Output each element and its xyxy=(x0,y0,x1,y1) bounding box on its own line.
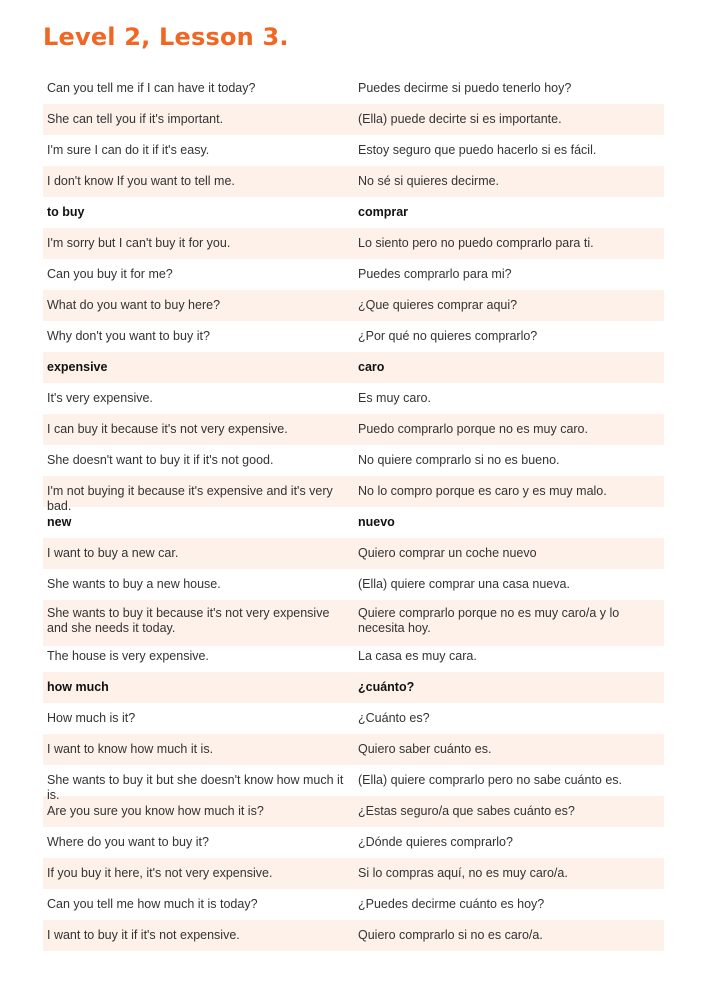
english-word: to buy xyxy=(47,205,85,219)
table-row xyxy=(43,476,664,513)
spanish-phrase: No lo compro porque es caro y es muy malo. xyxy=(358,484,607,498)
english-phrase: Can you buy it for me? xyxy=(47,267,173,281)
spanish-phrase: Quiero comprar un coche nuevo xyxy=(358,546,537,560)
spanish-phrase: Lo siento pero no puedo comprarlo para ti. xyxy=(358,236,594,250)
spanish-phrase: Puedo comprarlo porque no es muy caro. xyxy=(358,422,588,436)
table-row xyxy=(43,228,664,259)
spanish-phrase: ¿Puedes decirme cuánto es hoy? xyxy=(358,897,545,911)
table-row xyxy=(43,445,664,476)
spanish-phrase: ¿Que quieres comprar aqui? xyxy=(358,298,518,312)
table-row xyxy=(43,104,664,135)
english-phrase: Are you sure you know how much it is? xyxy=(47,804,264,818)
english-phrase: She wants to buy a new house. xyxy=(47,577,221,591)
english-phrase: I want to buy it if it's not expensive. xyxy=(47,928,240,942)
table-row xyxy=(43,734,664,765)
english-phrase: I'm not buying it because it's expensive and it's very bad. xyxy=(47,484,333,513)
spanish-phrase: (Ella) quiere comprar una casa nueva. xyxy=(358,577,570,591)
page-title: Level 2, Lesson 3. xyxy=(43,23,289,51)
table-row xyxy=(43,858,664,889)
english-phrase: She wants to buy it but she doesn't know how much it is. xyxy=(47,773,344,802)
spanish-phrase: Quiero saber cuánto es. xyxy=(358,742,492,756)
table-row xyxy=(43,73,664,104)
spanish-phrase: ¿Estas seguro/a que sabes cuánto es? xyxy=(358,804,575,818)
english-phrase: If you buy it here, it's not very expensive. xyxy=(47,866,273,880)
english-phrase: Can you tell me if I can have it today? xyxy=(47,81,256,95)
english-phrase: She can tell you if it's important. xyxy=(47,112,224,126)
spanish-phrase: Puedes comprarlo para mi? xyxy=(358,267,512,281)
table-row xyxy=(43,538,664,569)
spanish-word: caro xyxy=(358,360,385,374)
spanish-phrase: Quiero comprarlo si no es caro/a. xyxy=(358,928,543,942)
table-row xyxy=(43,765,664,802)
table-row xyxy=(43,600,664,646)
spanish-phrase: ¿Cuánto es? xyxy=(358,711,430,725)
table-row xyxy=(43,383,664,414)
english-phrase: Where do you want to buy it? xyxy=(47,835,209,849)
english-phrase: Can you tell me how much it is today? xyxy=(47,897,258,911)
english-phrase: What do you want to buy here? xyxy=(47,298,221,312)
english-phrase: I want to know how much it is. xyxy=(47,742,214,756)
spanish-word: comprar xyxy=(358,205,409,219)
english-phrase: I'm sorry but I can't buy it for you. xyxy=(47,236,231,250)
table-row xyxy=(43,646,664,672)
spanish-phrase: Quiere comprarlo porque no es muy caro/a y lo necesita hoy. xyxy=(358,606,620,635)
table-row xyxy=(43,414,664,445)
english-phrase: It's very expensive. xyxy=(47,391,153,405)
english-phrase: I don't know If you want to tell me. xyxy=(47,174,235,188)
table-row xyxy=(43,321,664,352)
table-row xyxy=(43,290,664,321)
table-row xyxy=(43,889,664,920)
vocabulary-table xyxy=(43,73,664,951)
english-phrase: I'm sure I can do it if it's easy. xyxy=(47,143,210,157)
spanish-word: ¿cuánto? xyxy=(358,680,415,694)
english-phrase: How much is it? xyxy=(47,711,136,725)
spanish-word: nuevo xyxy=(358,515,395,529)
spanish-phrase: ¿Dónde quieres comprarlo? xyxy=(358,835,513,849)
vocab-heading-row xyxy=(43,197,664,228)
table-row xyxy=(43,827,664,858)
table-row xyxy=(43,135,664,166)
vocab-heading-row xyxy=(43,672,664,703)
english-phrase: The house is very expensive. xyxy=(47,649,209,663)
english-phrase: I can buy it because it's not very expensive. xyxy=(47,422,288,436)
english-word: expensive xyxy=(47,360,108,374)
english-phrase: She wants to buy it because it's not very expensive and she needs it today. xyxy=(47,606,330,635)
table-row xyxy=(43,920,664,951)
table-row xyxy=(43,259,664,290)
spanish-phrase: Es muy caro. xyxy=(358,391,431,405)
vocab-heading-row xyxy=(43,352,664,383)
english-word: how much xyxy=(47,680,109,694)
english-word: new xyxy=(47,515,72,529)
spanish-phrase: ¿Por qué no quieres comprarlo? xyxy=(358,329,538,343)
spanish-phrase: No quiere comprarlo si no es bueno. xyxy=(358,453,560,467)
english-phrase: Why don't you want to buy it? xyxy=(47,329,210,343)
table-row xyxy=(43,166,664,197)
spanish-phrase: (Ella) quiere comprarlo pero no sabe cuánto es. xyxy=(358,773,623,787)
spanish-phrase: No sé si quieres decirme. xyxy=(358,174,500,188)
spanish-phrase: La casa es muy cara. xyxy=(358,649,477,663)
spanish-phrase: Si lo compras aquí, no es muy caro/a. xyxy=(358,866,568,880)
english-phrase: I want to buy a new car. xyxy=(47,546,179,560)
english-phrase: She doesn't want to buy it if it's not good. xyxy=(47,453,274,467)
table-row xyxy=(43,569,664,600)
spanish-phrase: (Ella) puede decirte si es importante. xyxy=(358,112,562,126)
table-row xyxy=(43,703,664,734)
spanish-phrase: Estoy seguro que puedo hacerlo si es fácil. xyxy=(358,143,597,157)
spanish-phrase: Puedes decirme si puedo tenerlo hoy? xyxy=(358,81,572,95)
